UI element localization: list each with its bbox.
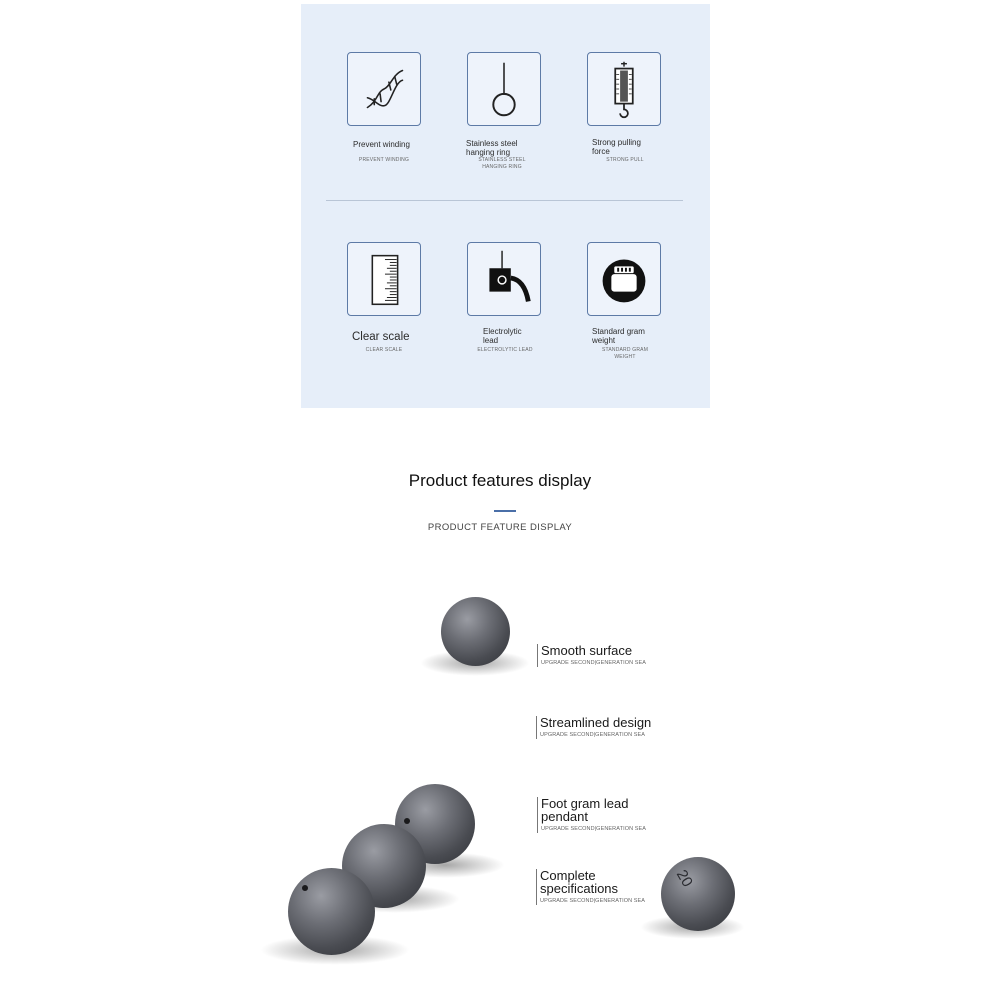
hanging-ring-icon bbox=[467, 52, 541, 126]
feature-label-clear-scale: Clear scale bbox=[352, 331, 410, 343]
feature-label-standard-gram: Standard gram weight bbox=[592, 327, 645, 345]
section-subtitle: PRODUCT FEATURE DISPLAY bbox=[427, 522, 573, 533]
weighing-scale-icon bbox=[587, 242, 661, 316]
panel-divider bbox=[326, 200, 683, 201]
lead-ball-image bbox=[661, 857, 735, 931]
feature-sub-electrolytic-lead: ELECTROLYTIC LEAD bbox=[477, 347, 533, 353]
detail-sub: UPGRADE SECOND|GENERATION SEA bbox=[540, 898, 646, 904]
feature-label-electrolytic-lead: Electrolytic lead bbox=[483, 327, 522, 345]
detail-sub: UPGRADE SECOND|GENERATION SEA bbox=[541, 660, 647, 666]
lead-ball-image bbox=[288, 868, 375, 955]
detail-title: Foot gram lead pendant bbox=[541, 796, 629, 824]
electrolysis-icon bbox=[467, 242, 541, 316]
detail-sub: UPGRADE SECOND|GENERATION SEA bbox=[540, 732, 646, 738]
ball-hole bbox=[404, 818, 410, 824]
feature-sub-stainless-ring: STAINLESS STEEL HANGING RING bbox=[478, 157, 526, 170]
detail-streamlined-design bbox=[536, 716, 651, 739]
detail-title: Streamlined design bbox=[540, 715, 652, 730]
feature-sub-prevent-winding: PREVENT WINDING bbox=[358, 157, 410, 163]
feature-sub-clear-scale: CLEAR SCALE bbox=[365, 347, 403, 353]
lead-ball-image bbox=[441, 597, 510, 666]
feature-label-strong-pull: Strong pulling force bbox=[592, 138, 641, 156]
feature-label-prevent-winding: Prevent winding bbox=[353, 140, 410, 149]
feature-sub-strong-pull: STRONG PULL bbox=[606, 157, 644, 163]
detail-complete-specs bbox=[536, 869, 650, 905]
section-title: Product features display bbox=[408, 471, 592, 490]
detail-smooth-surface bbox=[537, 644, 646, 667]
detail-sub: UPGRADE SECOND|GENERATION SEA bbox=[541, 826, 647, 832]
feature-label-stainless-ring: Stainless steel hanging ring bbox=[466, 139, 518, 157]
detail-foot-gram bbox=[537, 797, 651, 833]
detail-title: Smooth surface bbox=[541, 643, 633, 658]
title-underline bbox=[494, 510, 516, 512]
feature-sub-standard-gram: STANDARD GRAM WEIGHT bbox=[601, 347, 649, 360]
ruler-scale-icon bbox=[347, 242, 421, 316]
dna-helix-icon bbox=[347, 52, 421, 126]
ball-hole bbox=[302, 885, 308, 891]
spring-scale-icon bbox=[587, 52, 661, 126]
ball-weight-marking: 20 bbox=[672, 867, 696, 890]
detail-title: Complete specifications bbox=[540, 868, 619, 896]
